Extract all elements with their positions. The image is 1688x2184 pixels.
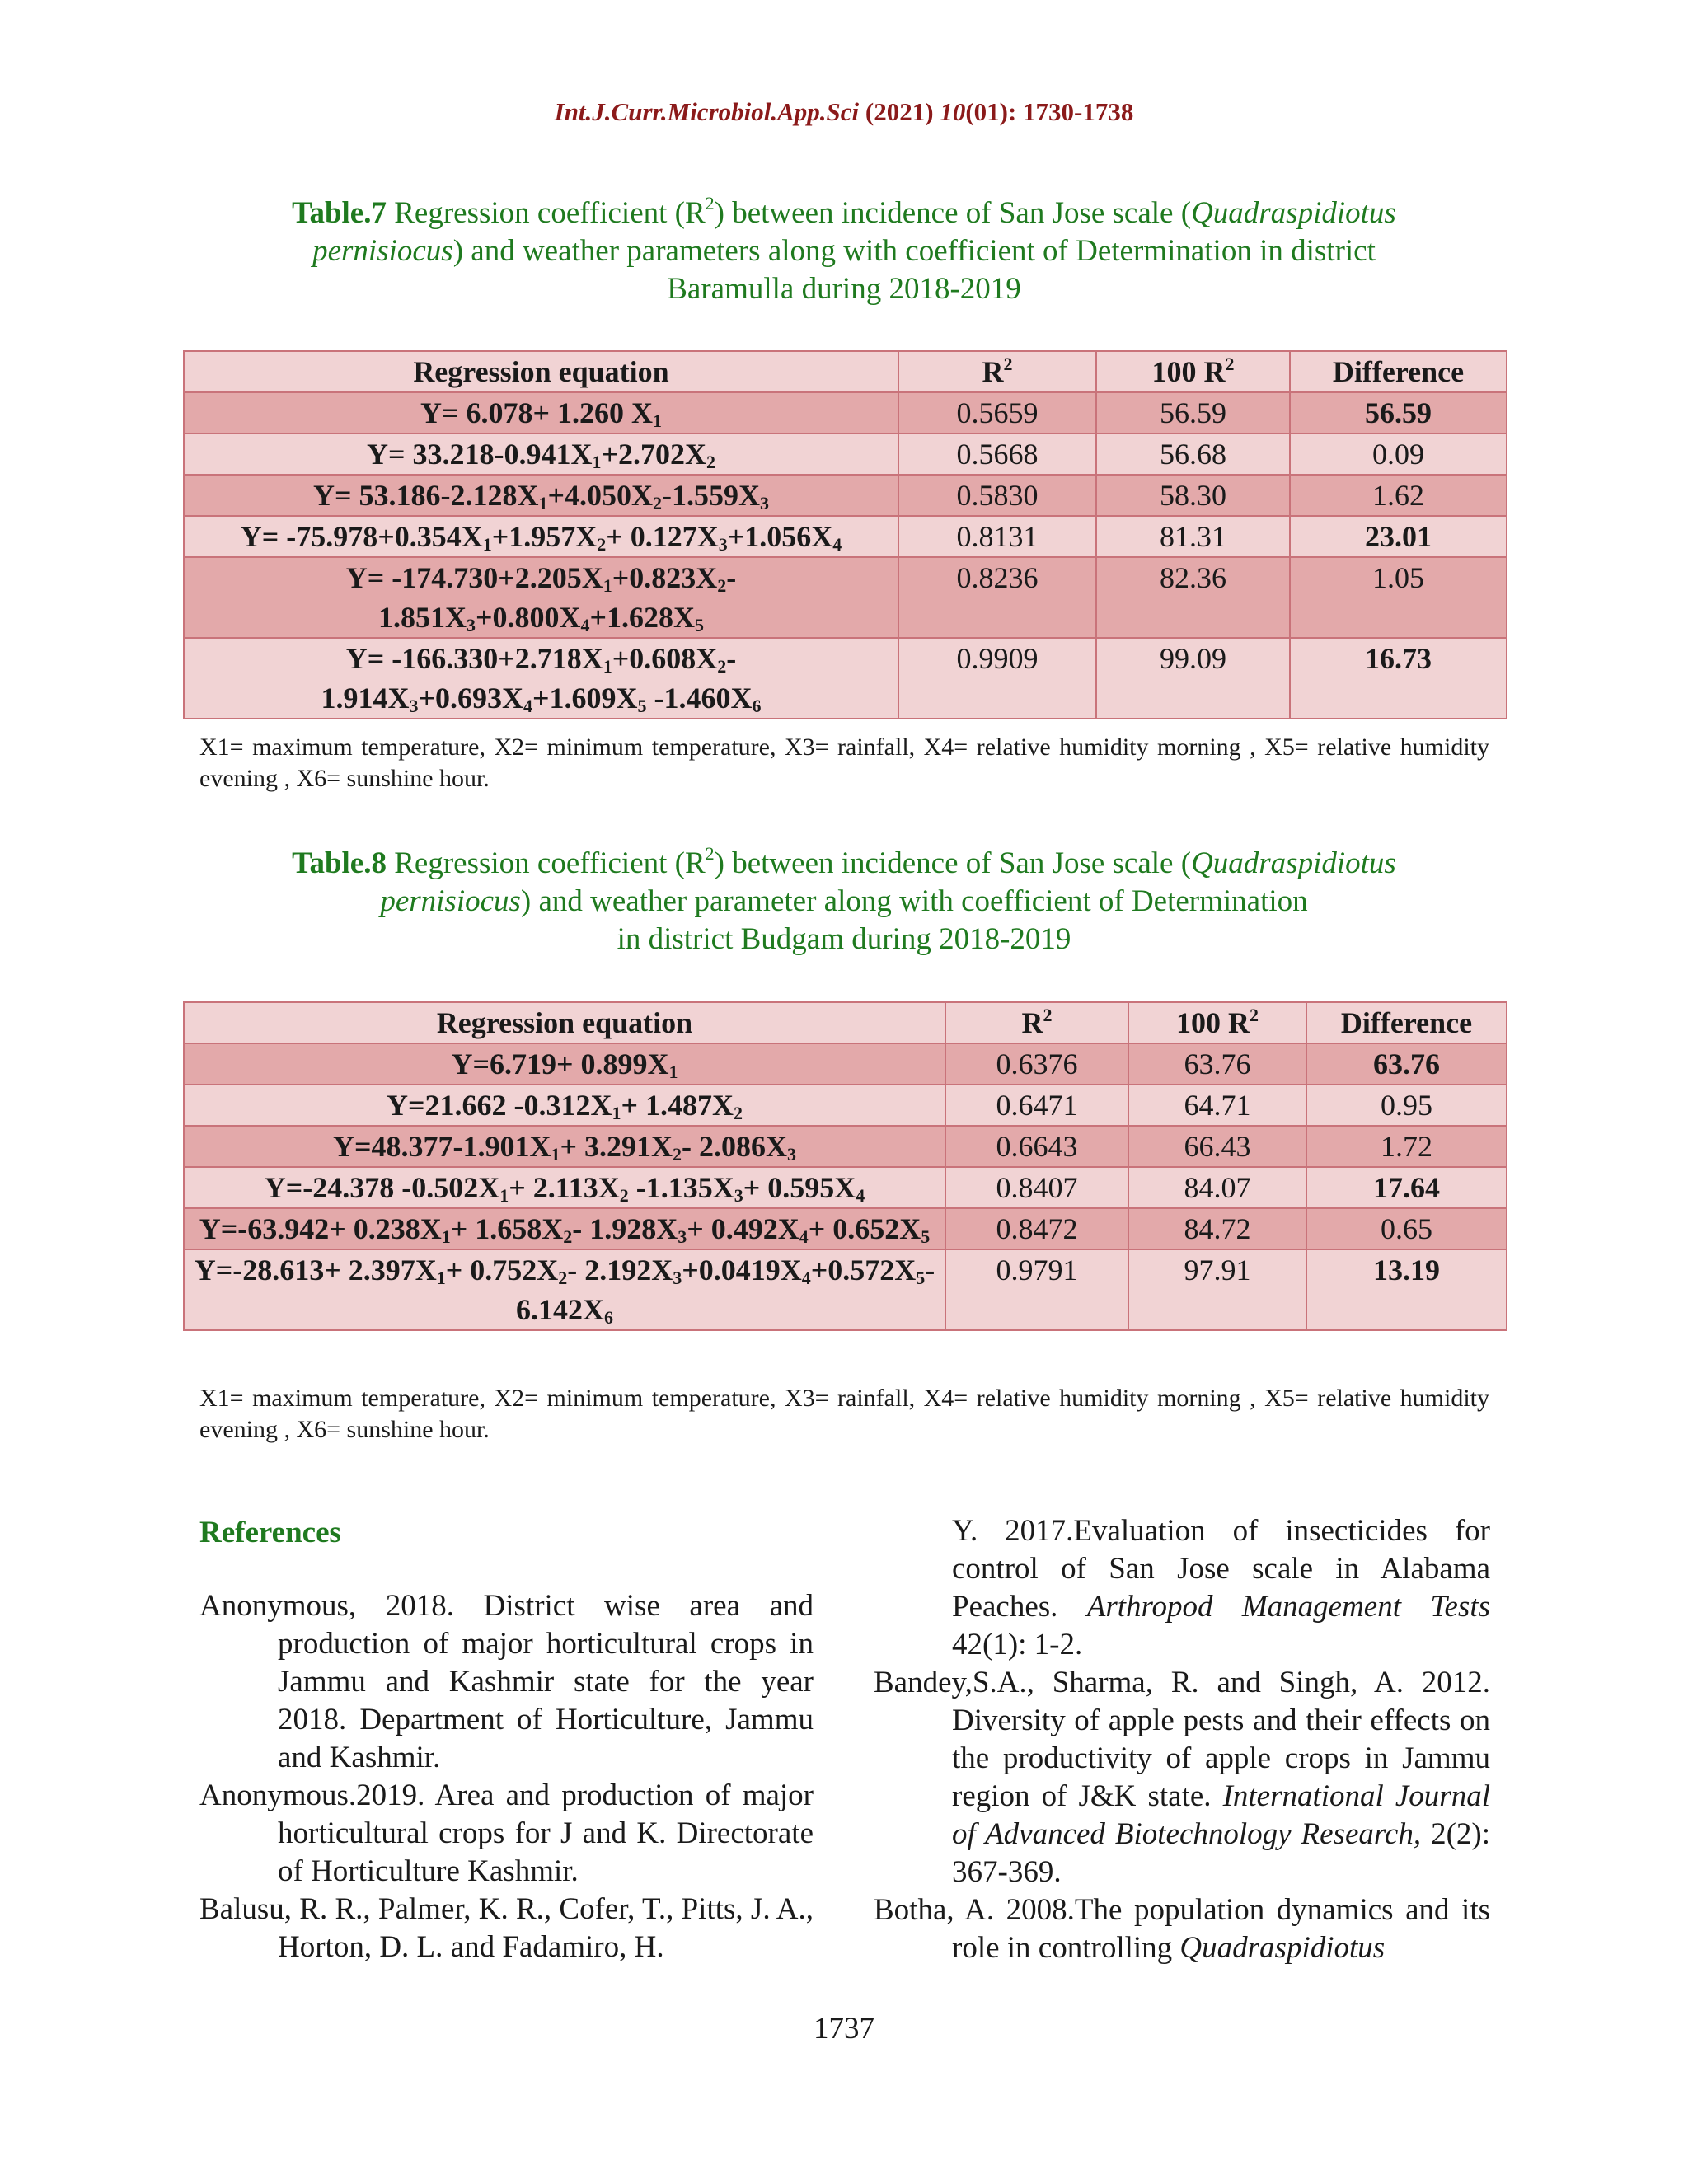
botha-text: Botha, A. 2008.The population dynamics and its role in controlling	[874, 1893, 1490, 1965]
reference-balusu-start: Balusu, R. R., Palmer, K. R., Cofer, T., Pitts, J. A., Horton, D. L. and Fadamiro, H.	[199, 1892, 814, 1964]
equation-subscript: 1	[482, 534, 492, 555]
equation-term: - 1.914X	[321, 642, 737, 715]
references-heading: References	[199, 1516, 341, 1549]
header-r2-text: R	[982, 355, 1004, 388]
table8-caption-sup: 2	[705, 843, 715, 864]
reference-anonymous-2018: Anonymous, 2018. District wise area and production of major horticultural crops in Jammu and Kashmir state for the year 2018. Department of Horticulture, Jammu and Kashmir.	[199, 1589, 814, 1774]
equation-term: Y= 33.218-0.941X	[366, 438, 593, 471]
equation-term: -1.559X	[662, 479, 760, 512]
table8-label: Table.8	[292, 846, 387, 880]
table8-caption-species-1: Quadraspidiotus	[1191, 846, 1396, 880]
table7-caption-species-2: pernisiocus	[312, 234, 453, 268]
table7-caption-text-1: Regression coefficient (R	[386, 196, 706, 230]
equation-subscript: 2	[597, 534, 607, 555]
balusu-volume: 42(1): 1-2.	[952, 1628, 1083, 1661]
difference-cell: 17.64	[1306, 1167, 1507, 1208]
r2-cell: 0.5668	[898, 434, 1096, 475]
equation-subscript: 6	[752, 696, 762, 716]
table7-label: Table.7	[292, 196, 387, 230]
header-r2	[898, 351, 1096, 392]
equation-subscript: 2	[673, 1144, 682, 1165]
equation-term: Y=-28.613+ 2.397X	[194, 1254, 437, 1286]
table7-caption-text-2: ) between incidence of San Jose scale (	[714, 196, 1192, 230]
equation-subscript: 3	[466, 615, 476, 635]
r100-cell: 99.09	[1096, 638, 1290, 719]
equation-cell	[184, 638, 898, 719]
bandey-volume: 2(2): 367-369.	[952, 1817, 1490, 1889]
equation-term: +0.608X	[612, 642, 718, 675]
table-row	[184, 1249, 1507, 1330]
difference-cell: 1.62	[1290, 475, 1507, 516]
equation-subscript: 2	[717, 656, 727, 677]
running-header	[0, 97, 1688, 127]
difference-cell: 0.95	[1306, 1085, 1507, 1126]
equation-term: Y=21.662 -0.312X	[386, 1089, 612, 1122]
equation-subscript: 2	[619, 1185, 629, 1206]
equation-subscript: 1	[653, 410, 663, 431]
journal-volume: 10	[940, 97, 966, 126]
references-left-column	[199, 1587, 814, 1966]
header-100r2-text: 100 R	[1151, 355, 1226, 388]
r2-cell: 0.8472	[945, 1208, 1128, 1249]
equation-subscript: 3	[673, 1268, 682, 1288]
equation-term: + 0.752X	[445, 1254, 559, 1286]
r100-cell: 56.59	[1096, 392, 1290, 434]
equation-subscript: 5	[637, 696, 647, 716]
page-number: 1737	[814, 2012, 874, 2046]
botha-species: Quadraspidiotus	[1179, 1931, 1386, 1965]
table8-caption-text-3: ) and weather parameter along with coefficient of Determination	[520, 884, 1308, 918]
equation-subscript: 5	[921, 1226, 931, 1247]
r2-cell: 0.6376	[945, 1043, 1128, 1085]
equation-subscript: 1	[592, 452, 602, 472]
equation-cell	[184, 1085, 945, 1126]
equation-term: +0.823X	[612, 561, 718, 594]
r100-cell: 63.76	[1128, 1043, 1306, 1085]
reference-bandey	[874, 1664, 1490, 1891]
equation-subscript: 3	[787, 1144, 796, 1165]
equation-term: +2.702X	[601, 438, 706, 471]
equation-term: +1.056X	[727, 520, 833, 553]
difference-cell: 13.19	[1306, 1249, 1507, 1330]
table-row	[184, 638, 1507, 719]
difference-cell: 0.09	[1290, 434, 1507, 475]
table-row	[184, 1126, 1507, 1167]
table8-caption	[206, 845, 1482, 958]
equation-term: Y=6.719+ 0.899X	[451, 1047, 669, 1080]
equation-term: - 1.928X	[572, 1212, 678, 1245]
bandey-text: Bandey,S.A., Sharma, R. and Singh, A. 2012. Diversity of apple pests and their effects on the productivity of apple crops in Jammu region of J&K state.	[874, 1666, 1490, 1813]
r2-cell: 0.8131	[898, 516, 1096, 557]
balusu-journal: Arthropod Management Tests	[1086, 1590, 1491, 1624]
equation-subscript: 5	[916, 1268, 926, 1288]
difference-cell: 0.65	[1306, 1208, 1507, 1249]
equation-subscript: 4	[799, 1226, 809, 1247]
table7-caption-species-1: Quadraspidiotus	[1191, 196, 1396, 230]
table-row	[184, 434, 1507, 475]
equation-subscript: 4	[856, 1185, 865, 1206]
equation-subscript: 1	[436, 1268, 446, 1288]
table-row	[184, 392, 1507, 434]
r100-cell: 81.31	[1096, 516, 1290, 557]
difference-cell: 23.01	[1290, 516, 1507, 557]
references-right-column	[874, 1512, 1490, 1967]
equation-subscript: 1	[612, 1103, 621, 1123]
equation-cell	[184, 434, 898, 475]
equation-term: +1.609X	[532, 682, 638, 715]
equation-subscript: 2	[734, 1103, 743, 1123]
equation-term: - 1.851X	[377, 561, 737, 634]
table8-header-row	[184, 1002, 1507, 1043]
equation-term: +1.957X	[491, 520, 598, 553]
table8-caption-text-4: in district Budgam during 2018-2019	[617, 922, 1071, 956]
r100-cell: 58.30	[1096, 475, 1290, 516]
header-equation: Regression equation	[184, 1002, 945, 1043]
r2-cell: 0.6471	[945, 1085, 1128, 1126]
equation-subscript: 2	[653, 493, 662, 513]
equation-term: + 0.492X	[687, 1212, 799, 1245]
header-100r2-text: 100 R	[1176, 1006, 1250, 1039]
equation-subscript: 1	[441, 1226, 451, 1247]
equation-term: + 1.658X	[450, 1212, 564, 1245]
table8-footnote: X1= maximum temperature, X2= minimum temperature, X3= rainfall, X4= relative humidity morning , X5= relative humidity evening , X6= sunshine hour.	[199, 1385, 1489, 1443]
r2-cell: 0.9909	[898, 638, 1096, 719]
table8-caption-text-2: ) between incidence of San Jose scale (	[714, 846, 1192, 880]
reference-botha	[874, 1891, 1490, 1967]
journal-name: Int.J.Curr.Microbiol.App.Sci	[554, 97, 860, 126]
r2-cell: 0.5830	[898, 475, 1096, 516]
header-r2-sup: 2	[1003, 354, 1013, 374]
r100-cell: 84.72	[1128, 1208, 1306, 1249]
equation-term: -1.460X	[646, 682, 753, 715]
equation-subscript: 4	[832, 534, 842, 555]
balusu-text: Y. 2017.Evaluation of insecticides for control of San Jose scale in Alabama Peaches.	[952, 1514, 1490, 1624]
equation-subscript: 1	[603, 575, 612, 596]
r100-cell: 84.07	[1128, 1167, 1306, 1208]
header-100r2-sup: 2	[1250, 1005, 1259, 1025]
equation-subscript: 2	[717, 575, 727, 596]
equation-cell	[184, 557, 898, 638]
journal-issue-pages: (01): 1730-1738	[965, 97, 1134, 126]
header-100r2	[1128, 1002, 1306, 1043]
equation-term: + 1.487X	[621, 1089, 734, 1122]
table-row	[184, 1167, 1507, 1208]
equation-term: - 2.192X	[567, 1254, 673, 1286]
table-row	[184, 475, 1507, 516]
equation-term: + 2.113X	[509, 1171, 620, 1204]
equation-subscript: 1	[499, 1185, 509, 1206]
equation-term: +0.572X	[810, 1254, 917, 1286]
r2-cell: 0.5659	[898, 392, 1096, 434]
equation-subscript: 4	[801, 1268, 811, 1288]
header-r2-text: R	[1021, 1006, 1043, 1039]
header-100r2-sup: 2	[1225, 354, 1235, 374]
equation-term: Y=48.377-1.901X	[332, 1130, 551, 1163]
r2-cell: 0.9791	[945, 1249, 1128, 1330]
r2-cell: 0.8236	[898, 557, 1096, 638]
equation-term: +0.693X	[418, 682, 523, 715]
r100-cell: 82.36	[1096, 557, 1290, 638]
equation-cell	[184, 1208, 945, 1249]
r100-cell: 56.68	[1096, 434, 1290, 475]
equation-subscript: 4	[523, 696, 532, 716]
equation-term: Y=-63.942+ 0.238X	[199, 1212, 442, 1245]
r100-cell: 64.71	[1128, 1085, 1306, 1126]
header-r2-sup: 2	[1043, 1005, 1053, 1025]
equation-cell	[184, 516, 898, 557]
header-r2	[945, 1002, 1128, 1043]
equation-subscript: 2	[558, 1268, 568, 1288]
equation-subscript: 2	[563, 1226, 573, 1247]
reference-anonymous-2019: Anonymous.2019. Area and production of major horticultural crops for J and K. Directorate of Horticulture Kashmir.	[199, 1779, 814, 1888]
equation-term: + 0.652X	[808, 1212, 921, 1245]
table-row	[184, 1043, 1507, 1085]
equation-subscript: 2	[706, 452, 715, 472]
equation-term: Y= -75.978+0.354X	[240, 520, 483, 553]
table7-caption-text-3: ) and weather parameters along with coefficient of Determination in district	[452, 234, 1376, 268]
table8	[183, 1001, 1507, 1331]
difference-cell: 1.72	[1306, 1126, 1507, 1167]
equation-term: Y= -166.330+2.718X	[345, 642, 603, 675]
bandey-journal: International Journal of Advanced Biotechnology Research,	[952, 1779, 1490, 1851]
equation-term: Y= -174.730+2.205X	[345, 561, 603, 594]
equation-subscript: 6	[604, 1307, 613, 1328]
reference-balusu-continued	[874, 1512, 1490, 1664]
table7-caption-text-4: Baramulla during 2018-2019	[667, 272, 1021, 306]
r2-cell: 0.8407	[945, 1167, 1128, 1208]
r100-cell: 97.91	[1128, 1249, 1306, 1330]
equation-term: + 0.127X	[606, 520, 719, 553]
equation-cell	[184, 1167, 945, 1208]
table7	[183, 350, 1507, 719]
equation-term: +4.050X	[547, 479, 653, 512]
table-row	[184, 1208, 1507, 1249]
header-difference: Difference	[1306, 1002, 1507, 1043]
equation-subscript: 5	[695, 615, 705, 635]
table-row	[184, 516, 1507, 557]
table8-caption-text-1: Regression coefficient (R	[386, 846, 706, 880]
equation-subscript: 1	[538, 493, 548, 513]
equation-subscript: 3	[409, 696, 419, 716]
equation-term: Y=-24.378 -0.502X	[264, 1171, 500, 1204]
equation-cell	[184, 475, 898, 516]
equation-subscript: 1	[551, 1144, 560, 1165]
table-row	[184, 557, 1507, 638]
equation-cell	[184, 1043, 945, 1085]
table7-caption-sup: 2	[705, 193, 715, 213]
equation-cell	[184, 392, 898, 434]
equation-term: + 0.595X	[743, 1171, 856, 1204]
table8-caption-species-2: pernisiocus	[380, 884, 521, 918]
equation-term: - 2.086X	[682, 1130, 787, 1163]
header-difference: Difference	[1290, 351, 1507, 392]
equation-subscript: 1	[603, 656, 612, 677]
equation-term: +0.800X	[475, 601, 581, 634]
equation-term: +0.0419X	[682, 1254, 802, 1286]
table7-caption	[206, 194, 1482, 308]
difference-cell: 63.76	[1306, 1043, 1507, 1085]
equation-term: -6.142X	[516, 1254, 935, 1326]
equation-term: -1.135X	[628, 1171, 734, 1204]
r2-cell: 0.6643	[945, 1126, 1128, 1167]
table7-header-row	[184, 351, 1507, 392]
journal-year: (2021)	[859, 97, 940, 126]
equation-subscript: 3	[760, 493, 769, 513]
header-equation: Regression equation	[184, 351, 898, 392]
equation-cell	[184, 1249, 945, 1330]
equation-term: Y= 53.186-2.128X	[312, 479, 539, 512]
difference-cell: 16.73	[1290, 638, 1507, 719]
equation-subscript: 4	[580, 615, 590, 635]
equation-subscript: 1	[668, 1062, 678, 1082]
table7-footnote: X1= maximum temperature, X2= minimum temperature, X3= rainfall, X4= relative humidity morning , X5= relative humidity evening , X6= sunshine hour.	[199, 733, 1489, 792]
equation-term: +1.628X	[589, 601, 696, 634]
equation-subscript: 3	[734, 1185, 743, 1206]
equation-cell	[184, 1126, 945, 1167]
difference-cell: 1.05	[1290, 557, 1507, 638]
table-row	[184, 1085, 1507, 1126]
equation-subscript: 3	[718, 534, 728, 555]
equation-term: + 3.291X	[560, 1130, 673, 1163]
equation-term: Y= 6.078+ 1.260 X	[420, 396, 654, 429]
header-100r2	[1096, 351, 1290, 392]
r100-cell: 66.43	[1128, 1126, 1306, 1167]
equation-subscript: 3	[678, 1226, 687, 1247]
difference-cell: 56.59	[1290, 392, 1507, 434]
